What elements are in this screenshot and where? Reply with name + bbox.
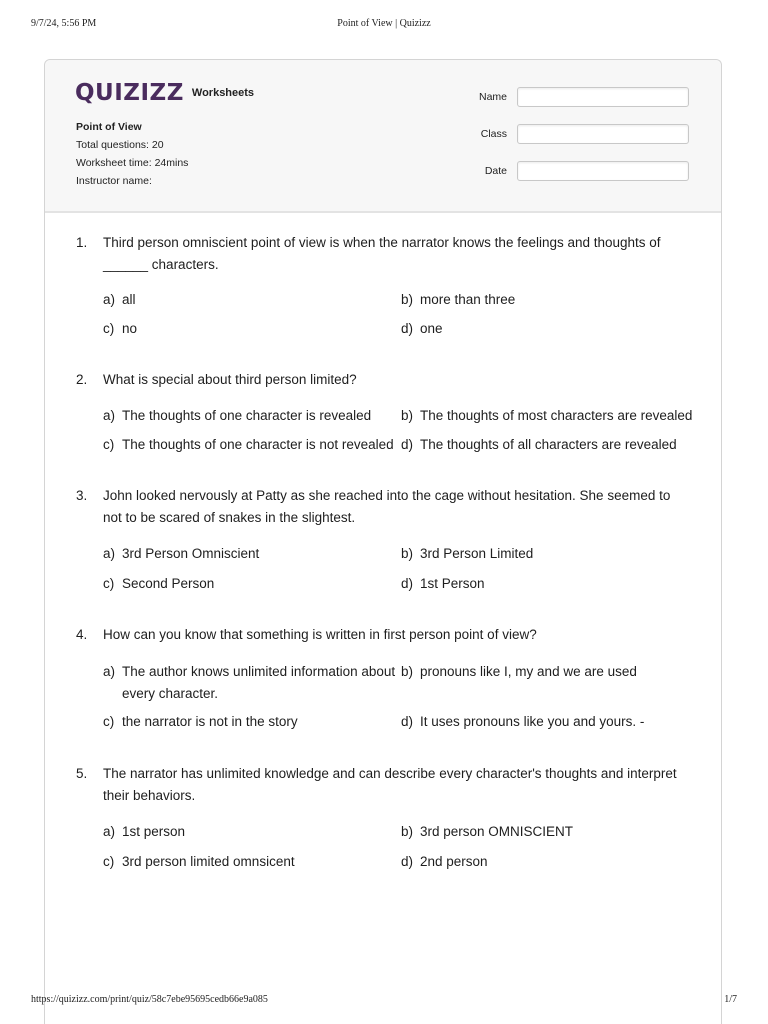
option-letter: c) (103, 854, 115, 869)
option-text: more than three (420, 292, 516, 307)
option-text: 1st Person (420, 576, 485, 591)
worksheet-meta (76, 118, 188, 190)
option-letter: c) (103, 437, 115, 452)
question-text: What is special about third person limited? (103, 372, 357, 387)
option-text: 3rd person limited omnsicent (122, 854, 295, 869)
quizizz-logo (75, 80, 254, 106)
option-letter: d) (401, 714, 414, 729)
question-text: How can you know that something is written in first person point of view? (103, 627, 537, 642)
option-letter: d) (401, 437, 414, 452)
print-url: https://quizizz.com/print/quiz/58c7ebe95695cedb66e9a085 (31, 994, 268, 1005)
option-text: 1st person (122, 824, 186, 839)
class-label: Class (480, 128, 507, 140)
print-header (31, 18, 737, 30)
print-footer (31, 994, 737, 1006)
option-text: The author knows unlimited information about every character. (122, 664, 396, 701)
worksheet-title: Point of View (76, 121, 142, 133)
option-text: all (122, 292, 136, 307)
option-letter: b) (401, 824, 414, 839)
option-text: pronouns like I, my and we are used (420, 664, 637, 679)
question-number: 3. (76, 488, 88, 503)
option-letter: a) (103, 546, 116, 561)
class-field-row (445, 124, 693, 146)
option-text: one (420, 321, 443, 336)
option-letter: b) (401, 292, 414, 307)
name-input[interactable] (517, 87, 689, 107)
option-letter: c) (103, 576, 115, 591)
print-page-number: 1/7 (724, 994, 737, 1005)
worksheet-header (45, 60, 721, 213)
option-letter: b) (401, 546, 414, 561)
option-text: 3rd Person Omniscient (122, 546, 260, 561)
option-letter: a) (103, 824, 116, 839)
question-text: Third person omniscient point of view is when the narrator knows the feelings and thoughts of ______ characters. (103, 235, 661, 272)
option-text: Second Person (122, 576, 215, 591)
option-letter: d) (401, 576, 414, 591)
worksheet-time: Worksheet time: 24mins (76, 157, 189, 169)
question-number: 4. (76, 627, 88, 642)
option-letter: a) (103, 292, 116, 307)
option-text: 3rd Person Limited (420, 546, 534, 561)
option-letter: a) (103, 408, 116, 423)
name-label: Name (478, 91, 507, 103)
option-text: The thoughts of all characters are revealed (420, 437, 677, 452)
print-datetime: 9/7/24, 5:56 PM (31, 18, 97, 29)
option-letter: b) (401, 408, 414, 423)
instructor-name: Instructor name: (76, 175, 152, 187)
total-questions: Total questions: 20 (76, 139, 164, 151)
option-text: no (122, 321, 138, 336)
question-text: John looked nervously at Patty as she reached into the cage without hesitation. She seemed to not to be scared of snakes in the slightest. (103, 488, 671, 525)
option-text: The thoughts of one character is not revealed (122, 437, 394, 452)
question-text: The narrator has unlimited knowledge and can describe every character's thoughts and interpret their behaviors. (103, 766, 677, 803)
option-letter: d) (401, 854, 414, 869)
option-text: 2nd person (420, 854, 488, 869)
option-text: The thoughts of one character is revealed (122, 408, 372, 423)
option-text: It uses pronouns like you and yours. - (420, 714, 645, 729)
option-letter: d) (401, 321, 414, 336)
option-letter: c) (103, 321, 115, 336)
worksheet (44, 59, 722, 1024)
option-text: The thoughts of most characters are revealed (420, 408, 693, 423)
question-number: 2. (76, 372, 88, 387)
option-text: 3rd person OMNISCIENT (420, 824, 574, 839)
logo-subtitle: Worksheets (191, 87, 255, 99)
option-letter: b) (401, 664, 414, 679)
option-text: the narrator is not in the story (122, 714, 298, 729)
date-label: Date (484, 165, 507, 177)
date-input[interactable] (517, 161, 689, 181)
option-letter: c) (103, 714, 115, 729)
print-page-title: Point of View | Quizizz (337, 18, 431, 29)
question-number: 5. (76, 766, 88, 781)
date-field-row (445, 161, 693, 183)
logo-wordmark: QUIZIZZ (75, 80, 184, 106)
name-field-row (445, 87, 693, 109)
option-letter: a) (103, 664, 116, 679)
question-number: 1. (76, 235, 88, 250)
class-input[interactable] (517, 124, 689, 144)
